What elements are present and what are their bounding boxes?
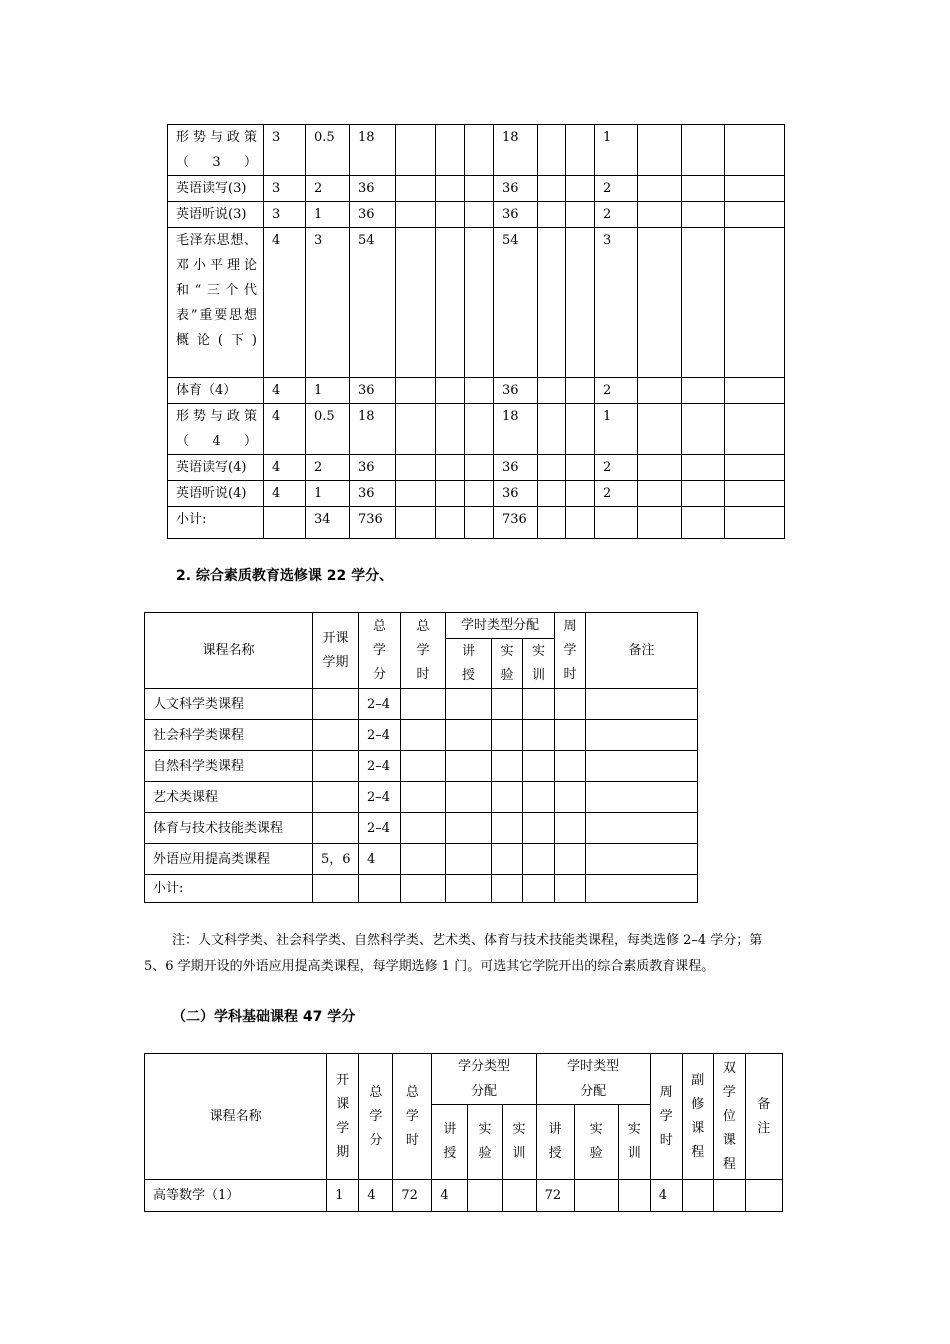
header-weekly-hours: 周学时 [563,618,577,682]
empty-cell [492,813,523,844]
empty-cell [446,720,492,751]
empty-cell [492,875,523,903]
empty-cell [586,689,698,720]
double-degree [682,228,725,378]
empty-cell [401,689,446,720]
hours-lecture: 36 [494,378,538,404]
credit-lecture [396,378,436,404]
credit-experiment [436,125,465,176]
semester: 1 [327,1180,359,1212]
empty-cell [586,720,698,751]
header-semester: 开课学期 [336,1072,350,1160]
remarks [725,125,785,176]
hours-lecture: 54 [494,228,538,378]
subtotal-label: 小计: [145,875,313,903]
empty-cell [446,751,492,782]
empty-cell [401,720,446,751]
header-weekly-hours: 周学时 [659,1084,673,1148]
hours-experiment [538,455,566,481]
credit-experiment [436,202,465,228]
minor-course [638,455,682,481]
semester: 4 [264,228,306,378]
hours-lecture: 36 [494,176,538,202]
header-hours: 总学时 [405,1084,419,1148]
credit-lecture [396,125,436,176]
double-degree [682,202,725,228]
credit-experiment [436,228,465,378]
header-semester: 开课学期 [322,630,349,670]
credit-training [465,404,494,455]
empty-cell [523,782,555,813]
header-credits: 总学分 [372,618,386,682]
weekly-hours: 2 [595,481,638,507]
hours-training [566,176,595,202]
course-name: 高等数学（1） [145,1180,327,1212]
empty-cell [446,844,492,875]
total-hours: 36 [350,202,396,228]
credit-lecture [396,228,436,378]
header-credit-distribution: 学分类型分配 [457,1059,510,1099]
credits: 0.5 [306,404,350,455]
header-hours-distribution: 学时类型分配 [446,613,555,639]
hours-lecture: 72 [536,1180,574,1212]
table-row [168,125,785,176]
header-credit-lecture: 讲授 [443,1122,457,1161]
course-name: 毛泽东思想、邓小平理论和“三个代表”重要思想概论(下) [168,228,264,378]
course-name: 英语读写(4) [168,455,264,481]
empty-cell [555,689,586,720]
credit-lecture [396,404,436,455]
subtotal-row [168,507,785,539]
remarks [725,481,785,507]
header-remarks: 备注 [586,613,698,689]
subtotal-row [145,875,698,903]
hours-experiment [538,176,566,202]
semester: 4 [264,455,306,481]
course-name: 外语应用提高类课程 [145,844,313,875]
total-hours: 18 [350,125,396,176]
weekly-hours: 2 [595,455,638,481]
minor-course [638,202,682,228]
hours-experiment [538,228,566,378]
empty-cell [446,782,492,813]
semester: 3 [264,125,306,176]
credit-lecture: 4 [432,1180,468,1212]
electives-note: 注：人文科学类、社会科学类、自然科学类、艺术类、体育与技术技能类课程，每类选修 2–4 学分；第 5、6 学期开设的外语应用提高类课程，每学期选修 1 门。可选其它学院开出的综合素质教育课程。 [144,933,763,974]
credit-experiment [436,507,465,539]
empty-cell [555,751,586,782]
course-name: 形势与政策（4） [168,404,264,455]
empty-cell [555,720,586,751]
hours-training [566,228,595,378]
hours-experiment [574,1180,618,1212]
course-name: 体育（4） [168,378,264,404]
semester [313,751,359,782]
header-minor-course: 副修课程 [691,1072,705,1160]
header-hours-training: 实训 [627,1122,641,1161]
credit-training [502,1180,536,1212]
semester [313,782,359,813]
table-row [168,228,785,378]
header-hours-experiment: 实验 [589,1122,603,1161]
header-hours: 总学时 [416,618,430,682]
credit-training [465,228,494,378]
subtotal-credits: 34 [306,507,350,539]
credits: 1 [306,202,350,228]
double-degree [682,481,725,507]
hours-lecture: 36 [494,455,538,481]
empty-cell [555,844,586,875]
empty-cell [401,875,446,903]
header-credits: 总学分 [369,1084,383,1148]
weekly-hours: 2 [595,202,638,228]
empty-cell [682,507,725,539]
course-table-foundation [144,1053,783,1212]
empty-cell [725,507,785,539]
header-remarks: 备注 [757,1096,771,1136]
weekly-hours: 3 [595,228,638,378]
double-degree [682,455,725,481]
hours-lecture: 18 [494,125,538,176]
course-name: 英语听说(4) [168,481,264,507]
credit-training [465,455,494,481]
credits: 2–4 [359,782,401,813]
empty-cell [523,844,555,875]
semester [313,720,359,751]
minor-course [638,176,682,202]
empty-cell [566,507,595,539]
table-row [145,689,698,720]
empty-cell [401,813,446,844]
credits: 2–4 [359,751,401,782]
subtotal-hours: 736 [350,507,396,539]
semester [264,507,306,539]
empty-cell [586,813,698,844]
header-experiment: 实验 [500,643,514,683]
total-hours: 36 [350,481,396,507]
hours-experiment [538,378,566,404]
hours-training [618,1180,650,1212]
hours-lecture: 36 [494,202,538,228]
table-row [145,1180,783,1212]
double-degree [713,1180,745,1212]
subtotal-label: 小计: [168,507,264,539]
credit-training [465,176,494,202]
table-row [168,404,785,455]
credit-training [465,481,494,507]
minor-course [638,378,682,404]
table-row [168,176,785,202]
empty-cell [359,875,401,903]
header-double-degree: 双学位课程 [722,1060,736,1172]
empty-cell [401,782,446,813]
empty-cell [538,507,566,539]
header-hours-distribution: 学时类型分配 [567,1059,620,1099]
header-credit-experiment: 实验 [478,1122,492,1161]
semester: 4 [264,481,306,507]
credits: 2–4 [359,720,401,751]
credit-training [465,378,494,404]
empty-cell [586,782,698,813]
empty-cell [446,813,492,844]
hours-training [566,378,595,404]
section-heading-foundation: （二）学科基础课程 47 学分 [172,1009,356,1025]
empty-cell [523,751,555,782]
weekly-hours: 2 [595,176,638,202]
header-course-name: 课程名称 [145,1054,327,1180]
course-table-electives [144,612,698,903]
empty-cell [492,844,523,875]
empty-cell [523,813,555,844]
empty-cell [492,720,523,751]
credits: 2 [306,176,350,202]
table-row [168,455,785,481]
header-hours-lecture: 讲授 [548,1122,562,1161]
credit-lecture [396,455,436,481]
empty-cell [446,689,492,720]
credits: 2–4 [359,813,401,844]
empty-cell [555,875,586,903]
empty-cell [492,689,523,720]
semester: 3 [264,202,306,228]
table-row [145,844,698,875]
hours-lecture: 18 [494,404,538,455]
minor-course [638,481,682,507]
remarks [725,455,785,481]
minor-course [638,404,682,455]
hours-experiment [538,202,566,228]
empty-cell [401,844,446,875]
double-degree [682,125,725,176]
course-name: 人文科学类课程 [145,689,313,720]
double-degree [682,176,725,202]
semester [313,689,359,720]
course-name: 艺术类课程 [145,782,313,813]
course-name: 形势与政策（3） [168,125,264,176]
credit-training [465,202,494,228]
table-row [168,378,785,404]
table-row [145,720,698,751]
semester: 3 [264,176,306,202]
double-degree [682,378,725,404]
course-name: 体育与技术技能类课程 [145,813,313,844]
course-name: 自然科学类课程 [145,751,313,782]
credit-experiment [436,378,465,404]
credits: 1 [306,378,350,404]
subtotal-lecture: 736 [494,507,538,539]
hours-training [566,125,595,176]
weekly-hours: 4 [650,1180,682,1212]
hours-experiment [538,481,566,507]
weekly-hours: 1 [595,125,638,176]
course-table-general [167,124,785,539]
credit-training [465,125,494,176]
table-row [145,813,698,844]
credits: 1 [306,481,350,507]
credit-lecture [396,176,436,202]
total-hours: 54 [350,228,396,378]
credit-experiment [436,455,465,481]
credit-lecture [396,507,436,539]
empty-cell [492,782,523,813]
hours-training [566,202,595,228]
double-degree [682,404,725,455]
total-hours: 36 [350,176,396,202]
minor-course [638,125,682,176]
header-lecture: 讲授 [461,643,475,683]
credit-experiment [436,404,465,455]
hours-training [566,455,595,481]
credit-lecture [396,481,436,507]
empty-cell [586,751,698,782]
semester: 4 [264,404,306,455]
total-hours: 36 [350,378,396,404]
credit-training [465,507,494,539]
hours-training [566,481,595,507]
credits: 3 [306,228,350,378]
header-course-name: 课程名称 [145,613,313,689]
course-name: 英语读写(3) [168,176,264,202]
empty-cell [586,875,698,903]
credits: 0.5 [306,125,350,176]
remarks [725,228,785,378]
empty-cell [446,875,492,903]
semester [313,813,359,844]
remarks [745,1180,782,1212]
credits: 4 [359,844,401,875]
remarks [725,176,785,202]
empty-cell [523,720,555,751]
empty-cell [313,875,359,903]
credit-experiment [436,176,465,202]
empty-cell [492,751,523,782]
table-row [145,782,698,813]
empty-cell [638,507,682,539]
empty-cell [586,844,698,875]
empty-cell [523,689,555,720]
hours-experiment [538,125,566,176]
header-training: 实训 [532,643,546,683]
credits: 2–4 [359,689,401,720]
minor-course [682,1180,713,1212]
total-hours: 72 [393,1180,432,1212]
weekly-hours: 1 [595,404,638,455]
empty-cell [401,751,446,782]
course-name: 英语听说(3) [168,202,264,228]
hours-lecture: 36 [494,481,538,507]
empty-cell [595,507,638,539]
semester: 5，6 [313,844,359,875]
table-row [145,751,698,782]
credits: 4 [359,1180,393,1212]
total-hours: 18 [350,404,396,455]
remarks [725,404,785,455]
minor-course [638,228,682,378]
hours-training [566,404,595,455]
total-hours: 36 [350,455,396,481]
semester: 4 [264,378,306,404]
weekly-hours: 2 [595,378,638,404]
empty-cell [555,813,586,844]
course-name: 社会科学类课程 [145,720,313,751]
remarks [725,202,785,228]
credit-experiment [468,1180,502,1212]
table-row [168,202,785,228]
credits: 2 [306,455,350,481]
credit-lecture [396,202,436,228]
header-credit-training: 实训 [512,1122,526,1161]
credit-experiment [436,481,465,507]
remarks [725,378,785,404]
table-row [168,481,785,507]
empty-cell [555,782,586,813]
hours-experiment [538,404,566,455]
empty-cell [523,875,555,903]
section-heading-electives: 2. 综合素质教育选修课 22 学分、 [176,568,394,584]
